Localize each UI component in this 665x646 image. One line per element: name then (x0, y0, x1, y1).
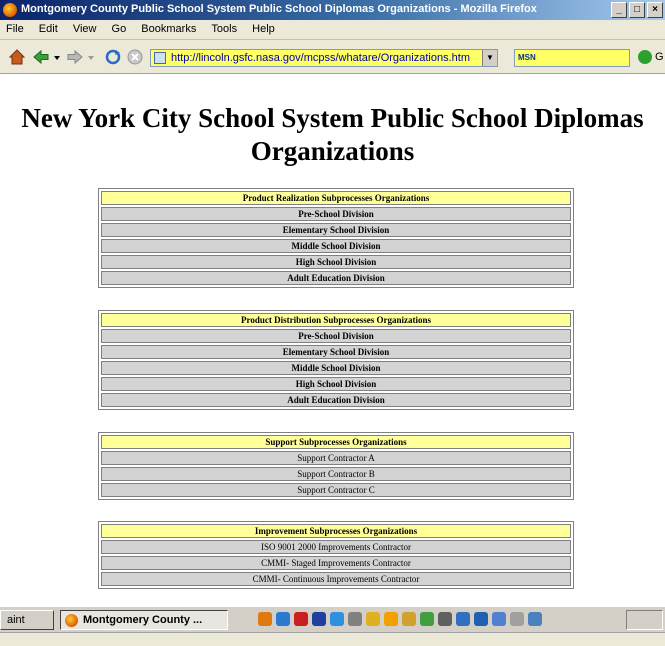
table-row: Support Contractor A (101, 451, 571, 465)
menu-help[interactable]: Help (252, 23, 275, 35)
table-header: Improvement Subprocesses Organizations (101, 524, 571, 538)
window-title: Montgomery County Public School System Public School Diplomas Organizations - Mozilla Firefox (21, 3, 537, 15)
url-dropdown-button[interactable]: ▼ (482, 50, 497, 66)
menu-tools[interactable]: Tools (211, 23, 238, 35)
firefox-icon (65, 614, 78, 627)
maximize-button[interactable]: □ (629, 2, 645, 18)
forward-arrow-icon[interactable] (66, 48, 84, 66)
table-header: Product Distribution Subprocesses Organizations (101, 313, 571, 327)
back-arrow-icon[interactable] (32, 48, 50, 66)
reload-icon[interactable] (104, 48, 122, 66)
product-realization-table (98, 188, 574, 288)
table-row: Elementary School Division (101, 223, 571, 237)
outlook-icon[interactable] (312, 612, 326, 626)
improvement-subprocesses-table (98, 521, 574, 589)
globe-icon[interactable] (276, 612, 290, 626)
shell-icon[interactable] (456, 612, 470, 626)
system-tray[interactable] (626, 610, 663, 630)
url-text[interactable]: http://lincoln.gsfc.nasa.gov/mcpss/whatare/Organizations.htm (171, 52, 470, 64)
calendar-icon[interactable] (384, 612, 398, 626)
back-dropdown-icon[interactable] (52, 48, 62, 66)
table-row: High School Division (101, 255, 571, 269)
taskbar-item-firefox[interactable] (60, 610, 228, 630)
firefox-icon (3, 3, 17, 17)
help-icon[interactable] (474, 612, 488, 626)
menu-bar (0, 20, 665, 40)
taskbar (0, 606, 665, 633)
menu-go[interactable]: Go (111, 23, 127, 35)
go-label[interactable]: G (655, 51, 664, 63)
taskbar-item-paint[interactable]: aint (0, 610, 54, 630)
table-row: Middle School Division (101, 361, 571, 375)
table-row: High School Division (101, 377, 571, 391)
settings-icon[interactable] (528, 612, 542, 626)
page-content (0, 74, 665, 606)
table-row: Middle School Division (101, 239, 571, 253)
firefox-launch-icon[interactable] (258, 612, 272, 626)
page-title: New York City School System Public School Diplomas Organizations (21, 103, 644, 166)
menu-file[interactable]: File (6, 23, 24, 35)
menu-edit[interactable]: Edit (38, 23, 58, 35)
search-box[interactable] (514, 49, 630, 67)
status-bar (0, 632, 665, 646)
table-row: Pre-School Division (101, 207, 571, 221)
table-row: Adult Education Division (101, 271, 571, 285)
notes-icon[interactable] (402, 612, 416, 626)
messenger-icon[interactable] (366, 612, 380, 626)
forward-dropdown-icon[interactable] (86, 48, 96, 66)
table-row: Adult Education Division (101, 393, 571, 407)
stop-icon[interactable] (126, 48, 144, 66)
table-row: Support Contractor B (101, 467, 571, 481)
table-row: Elementary School Division (101, 345, 571, 359)
media-icon[interactable] (348, 612, 362, 626)
network-icon[interactable] (420, 612, 434, 626)
quick-launch-tray (258, 612, 542, 626)
table-row: ISO 9001 2000 Improvements Contractor (101, 540, 571, 554)
tool-icon[interactable] (438, 612, 452, 626)
table-row: Pre-School Division (101, 329, 571, 343)
table-row: CMMI- Continuous Improvements Contractor (101, 572, 571, 586)
table-header: Product Realization Subprocesses Organizations (101, 191, 571, 205)
ie-icon[interactable] (330, 612, 344, 626)
table-row: CMMI- Staged Improvements Contractor (101, 556, 571, 570)
document-icon[interactable] (492, 612, 506, 626)
table-header: Support Subprocesses Organizations (101, 435, 571, 449)
window-title-bar[interactable] (0, 0, 665, 20)
search-engine-icon[interactable]: MSN (518, 53, 536, 62)
navigation-toolbar (0, 40, 665, 74)
acrobat-icon[interactable] (294, 612, 308, 626)
taskbar-item-label: Montgomery County ... (83, 614, 203, 626)
menu-bookmarks[interactable]: Bookmarks (141, 23, 197, 35)
support-subprocesses-table (98, 432, 574, 500)
home-icon[interactable] (8, 48, 26, 66)
table-row: Support Contractor C (101, 483, 571, 497)
page-favicon (154, 52, 166, 64)
product-distribution-table (98, 310, 574, 410)
address-bar[interactable] (150, 49, 498, 67)
notepad-icon[interactable] (510, 612, 524, 626)
minimize-button[interactable]: _ (611, 2, 627, 18)
go-icon[interactable] (638, 50, 652, 64)
close-button[interactable]: × (647, 2, 663, 18)
menu-view[interactable]: View (72, 23, 97, 35)
